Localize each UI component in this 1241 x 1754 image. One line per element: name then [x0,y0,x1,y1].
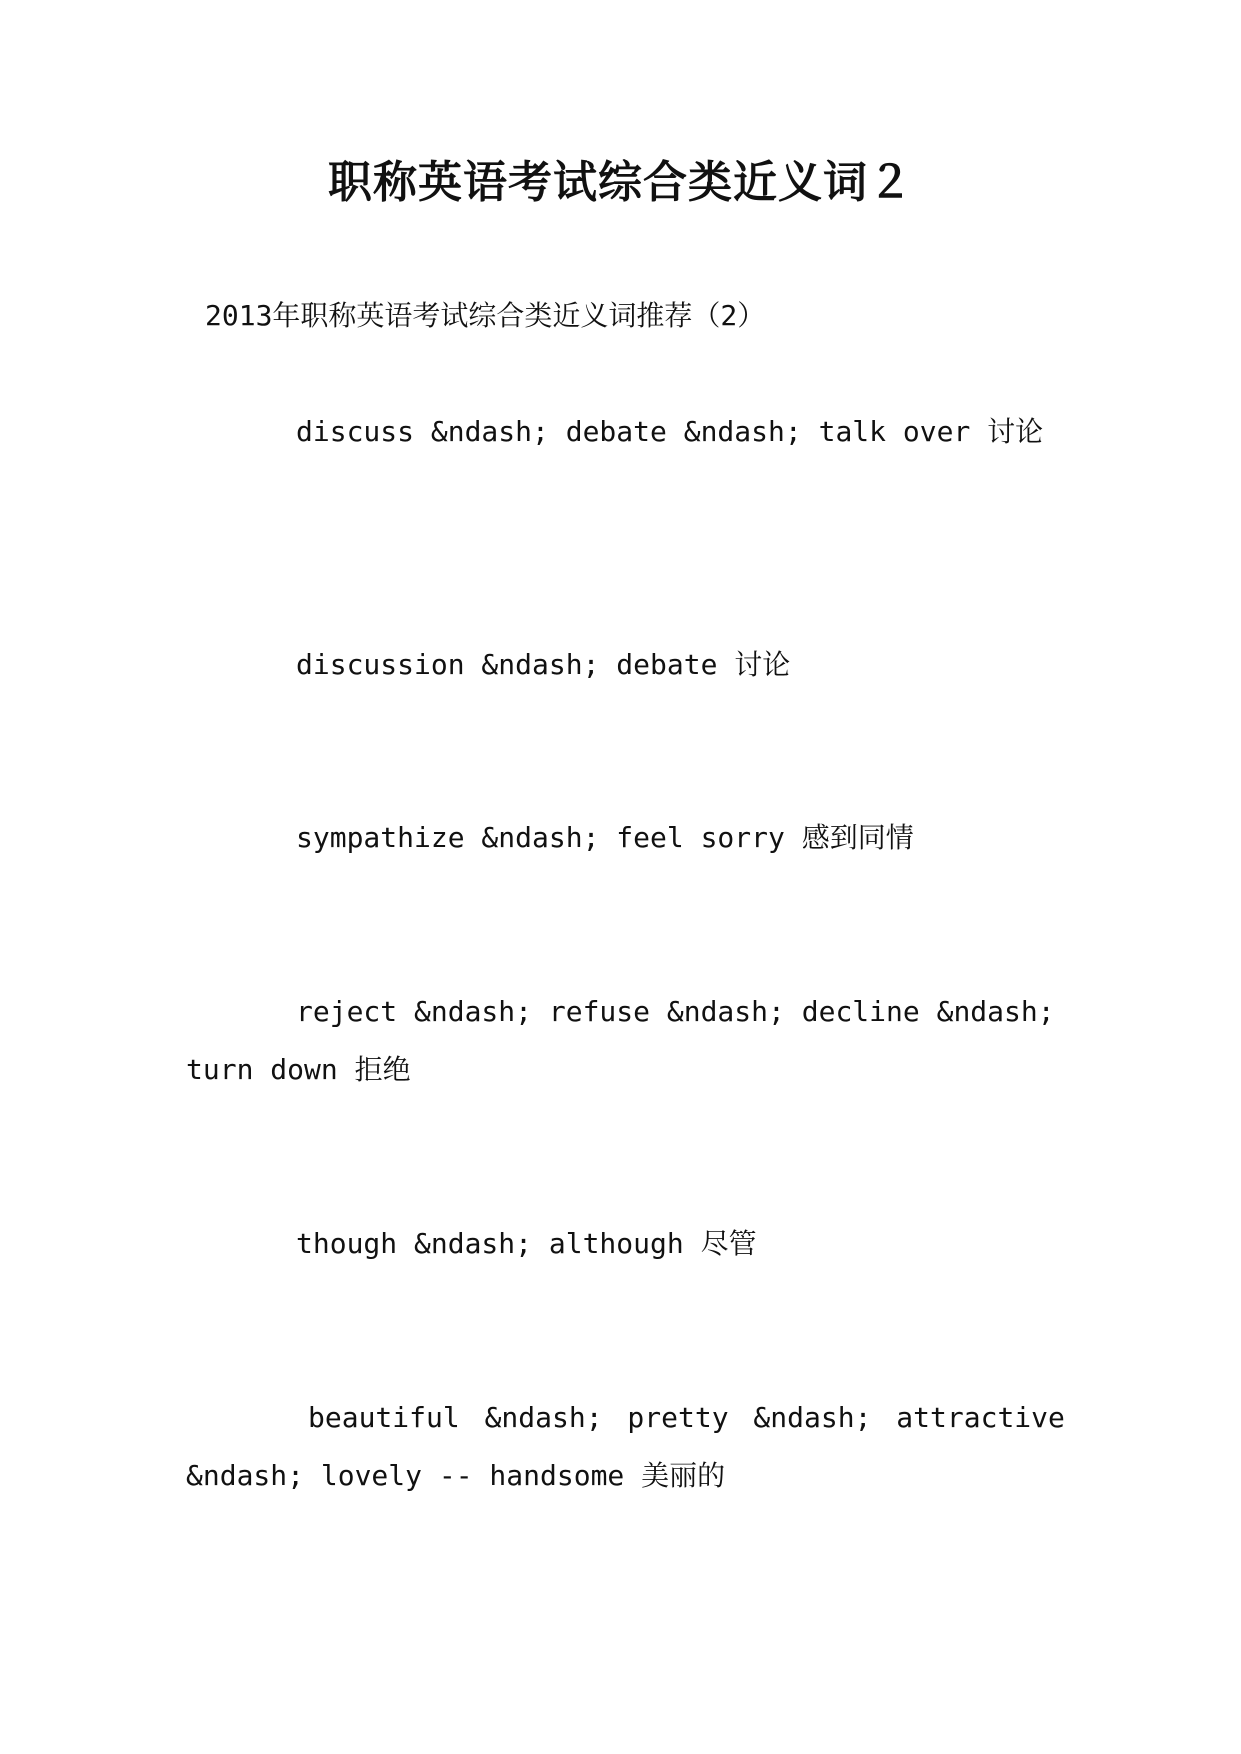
document-title: 职称英语考试综合类近义词２ [328,157,913,208]
synonym-entry-sympathize: sympathize &ndash; feel sorry 感到同情 [296,821,914,854]
synonym-entry-reject-line2: turn down 拒绝 [186,1053,411,1086]
synonym-entry-beautiful-line1: beautiful &ndash; pretty &ndash; attractive [308,1401,1065,1434]
synonym-entry-reject-line1: reject &ndash; refuse &ndash; decline &ndash; [296,995,1055,1028]
synonym-entry-discussion: discussion &ndash; debate 讨论 [296,648,791,681]
synonym-entry-discuss: discuss &ndash; debate &ndash; talk over 讨论 [296,415,1044,448]
document-subtitle: 2013年职称英语考试综合类近义词推荐（2） [205,299,766,332]
synonym-entry-though: though &ndash; although 尽管 [296,1227,757,1260]
synonym-entry-beautiful-line2: &ndash; lovely -- handsome 美丽的 [186,1459,726,1492]
